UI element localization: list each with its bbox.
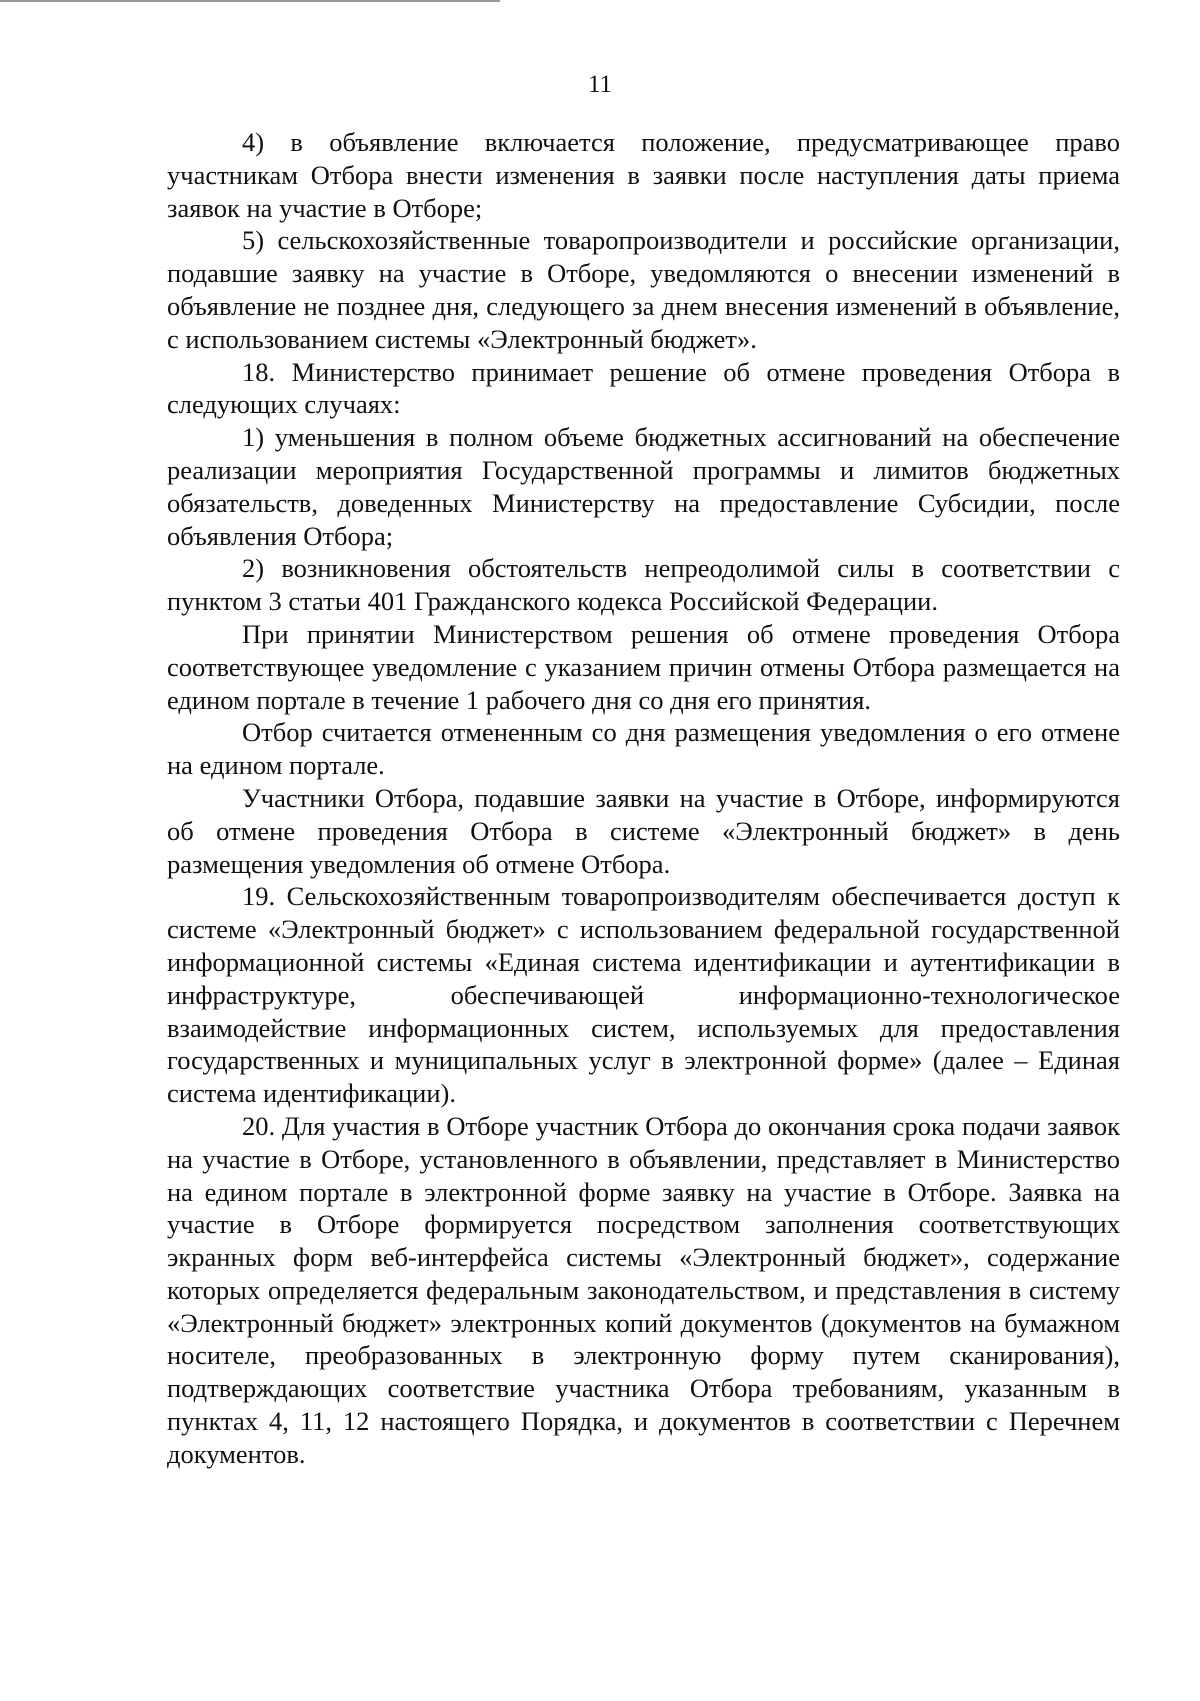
paragraph-clause-20: 20. Для участия в Отборе участник Отбора до окончания срока подачи заявок на участие в Отборе, установленного в объявлении, представляет в Министерство на едином портале в электронной форме заявку на участие в Отборе. Заявка на участие в Отборе формируется посредством заполнения соответствующих экранных форм веб-интерфейса системы «Электронный бюджет», содержание которых определяется федеральным законодательством, и представления в систему «Электронный бюджет» электронных копий документов (документов на бумажном носителе, преобразованных в электронную форму путем сканирования), подтверждающих соответствие участника Отбора требованиям, указанным в пунктах 4, 11, 12 настоящего Порядка, и документов в соответствии с Перечнем документов. (167, 1110, 1120, 1469)
scan-edge-line (0, 0, 500, 2)
document-body (167, 126, 1120, 1471)
page-number: 11 (587, 71, 613, 98)
paragraph-cancellation-notice: При принятии Министерством решения об отмене проведения Отбора соответствующее уведомление с указанием причин отмены Отбора размещается на едином портале в течение 1 рабочего дня со дня его принятия. (167, 618, 1120, 715)
paragraph-participants-informed: Участники Отбора, подавшие заявки на участие в Отборе, информируются об отмене проведения Отбора в системе «Электронный бюджет» в день размещения уведомления об отмене Отбора. (167, 782, 1120, 879)
paragraph-item-4: 4) в объявление включается положение, предусматривающее право участникам Отбора внести изменения в заявки после наступления даты приема заявок на участие в Отборе; (167, 127, 1120, 223)
paragraph-clause-19: 19. Сельскохозяйственным товаропроизводителям обеспечивается доступ к системе «Электронный бюджет» с использованием федеральной государственной информационной системы «Единая система идентификации и аутентификации в инфраструктуре, обеспечивающей информационно-технологическое взаимодействие информационных систем, используемых для предоставления государственных и муниципальных услуг в электронной форме» (далее – Единая система идентификации). (167, 881, 1120, 1109)
paragraph-cancellation-effective: Отбор считается отмененным со дня размещения уведомления о его отмене на едином портале. (167, 717, 1120, 781)
paragraph-clause-18: 18. Министерство принимает решение об отмене проведения Отбора в следующих случаях: (167, 356, 1120, 420)
paragraph-clause-18-item-2: 2) возникновения обстоятельств непреодолимой силы в соответствии с пунктом 3 статьи 401 Гражданского кодекса Российской Федерации. (167, 553, 1120, 617)
paragraph-item-5: 5) сельскохозяйственные товаропроизводители и российские организации, подавшие заявку на участие в Отборе, уведомляются о внесении изменений в объявление не позднее дня, следующего за днем внесения изменений в объявление, с использованием системы «Электронный бюджет». (167, 225, 1120, 354)
paragraph-clause-18-item-1: 1) уменьшения в полном объеме бюджетных ассигнований на обеспечение реализации мероприятия Государственной программы и лимитов бюджетных обязательств, доведенных Министерству на предоставление Субсидии, после объявления Отбора; (167, 422, 1120, 551)
